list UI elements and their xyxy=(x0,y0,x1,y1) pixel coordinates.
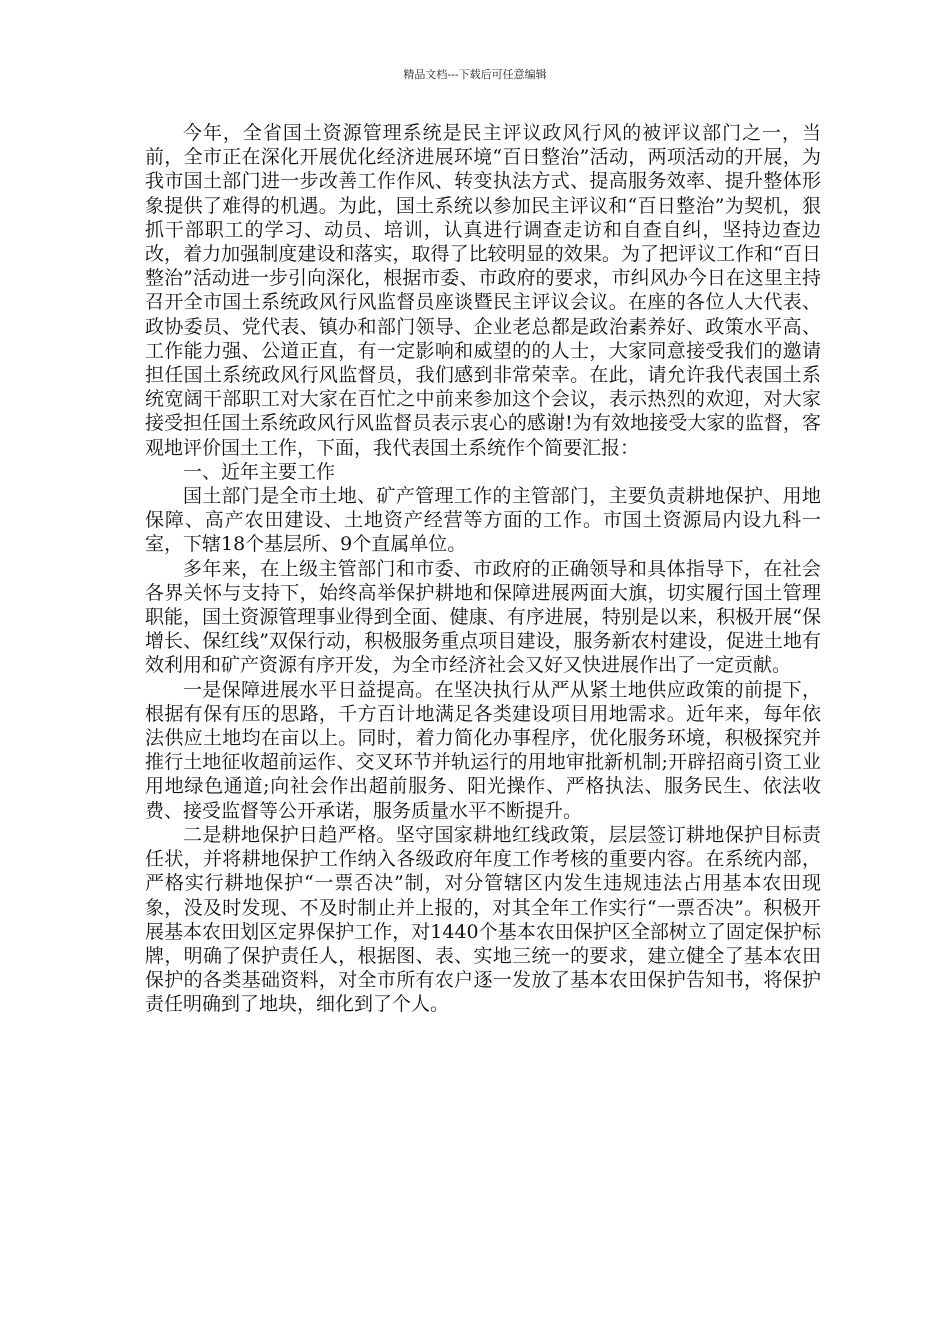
paragraph-department-overview: 国土部门是全市土地、矿产管理工作的主管部门，主要负责耕地保护、用地保障、高产农田建设、土地资产经营等方面的工作。市国土资源局内设九科一室，下辖18个基层所、9个直属单位。 xyxy=(145,485,821,556)
section-heading-recent-work: 一、近年主要工作 xyxy=(183,460,336,483)
page-header: 精品文档---下载后可任意编辑 xyxy=(403,68,547,81)
document-body xyxy=(145,121,821,1017)
paragraph-land-supply: 一是保障进展水平日益提高。在坚决执行从严从紧土地供应政策的前提下，根据有保有压的思路，千方百计地满足各类建设项目用地需求。近年来，每年依法供应土地均在亩以上。同时，着力简化办事程序，优化服务环境，积极探究并推行土地征收超前运作、交叉环节并轨运行的用地审批新机制;开辟招商引资工业用地绿色通道;向社会作出超前服务、阳光操作、严格执法、服务民生、依法收费、接受监督等公开承诺，服务质量水平不断提升。 xyxy=(145,678,821,822)
paragraph-intro: 今年，全省国土资源管理系统是民主评议政风行风的被评议部门之一，当前，全市正在深化开展优化经济进展环境“百日整治”活动，两项活动的开展，为我市国土部门进一步改善工作作风、转变执法方式、提高服务效率、提升整体形象提供了难得的机遇。为此，国土系统以参加民主评议和“百日整治”为契机，狠抓干部职工的学习、动员、培训，认真进行调查走访和自查自纠，坚持边查边改，着力加强制度建设和落实，取得了比较明显的效果。为了把评议工作和“百日整治”活动进一步引向深化，根据市委、市政府的要求，市纠风办今日在这里主持召开全市国土系统政风行风监督员座谈暨民主评议会议。在座的各位人大代表、政协委员、党代表、镇办和部门领导、企业老总都是政治素养好、政策水平高、工作能力强、公道正直，有一定影响和威望的的人士，大家同意接受我们的邀请担任国土系统政风行风监督员，我们感到非常荣幸。在此，请允许我代表国土系统宽阔干部职工对大家在百忙之中前来参加这个会议，表示热烈的欢迎，对大家接受担任国土系统政风行风监督员表示衷心的感谢!为有效地接受大家的监督，客观地评价国土工作，下面，我代表国土系统作个简要汇报： xyxy=(145,122,821,459)
paragraph-achievements: 多年来，在上级主管部门和市委、市政府的正确领导和具体指导下，在社会各界关怀与支持下，始终高举保护耕地和保障进展两面大旗，切实履行国土管理职能，国土资源管理事业得到全面、健康、有序进展，特别是以来，积极开展“保增长、保红线”双保行动，积极服务重点项目建设，服务新农村建设，促进土地有效利用和矿产资源有序开发，为全市经济社会又好又快进展作出了一定贡献。 xyxy=(145,557,821,677)
paragraph-farmland-protection: 二是耕地保护日趋严格。坚守国家耕地红线政策，层层签订耕地保护目标责任状，并将耕地保护工作纳入各级政府年度工作考核的重要内容。在系统内部，严格实行耕地保护“一票否决”制，对分管辖区内发生违规违法占用基本农田现象，没及时发现、不及时制止并上报的，对其全年工作实行“一票否决”。积极开展基本农田划区定界保护工作，对1440个基本农田保护区全部树立了固定保护标牌，明确了保护责任人，根据图、表、实地三统一的要求，建立健全了基本农田保护的各类基础资料，对全市所有农户逐一发放了基本农田保护告知书，将保护责任明确到了地块，细化到了个人。 xyxy=(145,823,821,1016)
